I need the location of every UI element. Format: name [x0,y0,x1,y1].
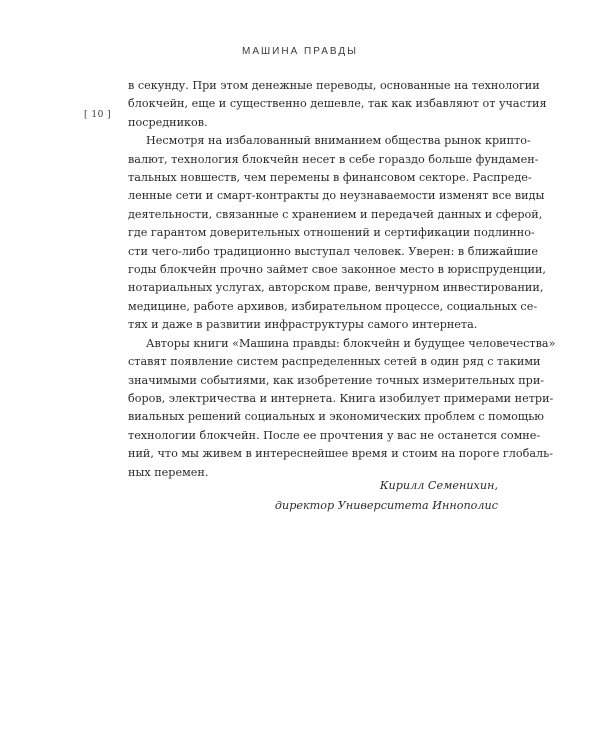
body-text [128,77,556,482]
text-line: ленные сети и смарт-контракты до неузнаваемости изменят все виды [128,189,545,203]
signature-position: директор Университета Иннополис [274,499,498,512]
text-line: Авторы книги «Машина правды: блокчейн и будущее человечества» [146,336,556,350]
text-line: блокчейн, еще и существенно дешевле, так как избавляют от участия [128,97,547,111]
text-line: сти чего-либо традиционно выступал человек. Уверен: в ближайшие [128,244,538,258]
paragraph-3 [128,335,556,482]
paragraph-2 [128,132,546,334]
running-title: МАШИНА ПРАВДЫ [242,46,358,57]
text-line: ставят появление систем распределенных сетей в один ряд с такими [128,355,541,369]
text-line: где гарантом доверительных отношений и сертификации подлинно- [128,226,535,240]
text-line: значимыми событиями, как изобретение точных измерительных при- [128,373,545,387]
text-line: в секунду. При этом денежные переводы, основанные на технологии [128,79,540,92]
text-line: посредников. [128,115,208,129]
text-line: годы блокчейн прочно займет свое законное место в юриспруденции, [128,263,546,277]
text-line: виальных решений социальных и экономических проблем с помощью [128,410,545,424]
text-line: боров, электричества и интернета. Книга изобилует примерами нетри- [128,391,554,405]
text-line: Несмотря на избалованный вниманием общества рынок крипто- [146,134,531,148]
text-line: медицине, работе архивов, избирательном процессе, социальных се- [128,299,538,313]
text-line: тях и даже в развитии инфраструктуры самого интернета. [128,318,478,332]
text-line: нотариальных услугах, авторском праве, венчурном инвестировании, [128,281,544,295]
text-line: деятельности, связанные с хранением и передачей данных и сферой, [128,207,543,221]
text-line: ний, что мы живем в интереснейшее время и стоим на пороге глобаль- [128,447,554,461]
page-number: [ 10 ] [84,110,112,120]
signature-name: Кирилл Семенихин, [379,479,498,492]
text-line: технологии блокчейн. После ее прочтения у вас не останется сомне- [128,428,541,442]
signature-block [275,476,498,516]
text-line: тальных новшеств, чем перемены в финансовом секторе. Распреде- [128,171,532,185]
paragraph-1 [128,77,547,132]
text-line: ных перемен. [128,465,209,479]
text-line: валют, технология блокчейн несет в себе гораздо больше фундамен- [128,152,539,166]
